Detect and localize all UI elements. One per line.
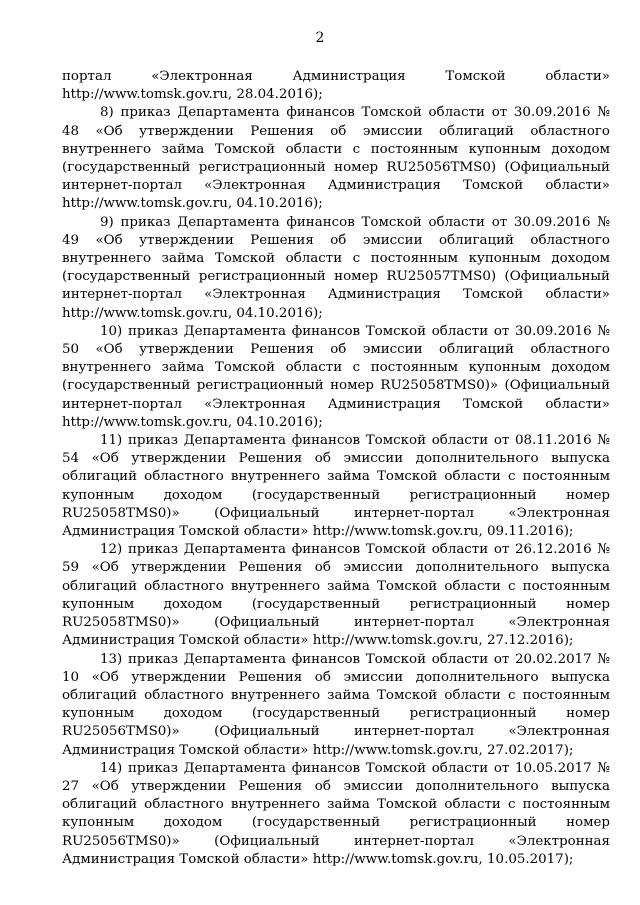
paragraph-item-13: 13) приказ Департамента финансов Томской области от 20.02.2017 № 10 «Об утверждении Решения об эмиссии дополнительного выпуска облигаций областного внутреннего займа Томской области с постоянным купонным доходом (государственный регистрационный номер RU25056TMS0)» (Официальный интернет-портал «Электронная Администрация Томской области» http://www.tomsk.gov.ru, 27.02.2017); (62, 651, 610, 758)
paragraph-item-8: 8) приказ Департамента финансов Томской области от 30.09.2016 № 48 «Об утверждении Решения об эмиссии облигаций областного внутреннего займа Томской области с постоянным купонным доходом (государственный регистрационный номер RU25056TMS0) (Официальный интернет-портал «Электронная Администрация Томской области» http://www.tomsk.gov.ru, 04.10.2016); (62, 105, 610, 212)
paragraph-item-12: 12) приказ Департамента финансов Томской области от 26.12.2016 № 59 «Об утверждении Решения об эмиссии дополнительного выпуска облигаций областного внутреннего займа Томской области с постоянным купонным доходом (государственный регистрационный номер RU25058TMS0)» (Официальный интернет-портал «Электронная Администрация Томской области» http://www.tomsk.gov.ru, 27.12.2016); (62, 542, 610, 649)
paragraph-item-10: 10) приказ Департамента финансов Томской области от 30.09.2016 № 50 «Об утверждении Решения об эмиссии облигаций областного внутреннего займа Томской области с постоянным купонным доходом (государственный регистрационный номер RU25058TMS0)» (Официальный интернет-портал «Электронная Администрация Томской области» http://www.tomsk.gov.ru, 04.10.2016); (62, 323, 610, 430)
paragraph-item-11: 11) приказ Департамента финансов Томской области от 08.11.2016 № 54 «Об утверждении Решения об эмиссии дополнительного выпуска облигаций областного внутреннего займа Томской области с постоянным купонным доходом (государственный регистрационный номер RU25058TMS0)» (Официальный интернет-портал «Электронная Администрация Томской области» http://www.tomsk.gov.ru, 09.11.2016); (62, 433, 610, 540)
paragraph-item-14: 14) приказ Департамента финансов Томской области от 10.05.2017 № 27 «Об утверждении Решения об эмиссии дополнительного выпуска облигаций областного внутреннего займа Томской области с постоянным купонным доходом (государственный регистрационный номер RU25056TMS0)» (Официальный интернет-портал «Электронная Администрация Томской области» http://www.tomsk.gov.ru, 10.05.2017); (62, 760, 610, 867)
paragraph-item-9: 9) приказ Департамента финансов Томской области от 30.09.2016 № 49 «Об утверждении Решения об эмиссии облигаций областного внутреннего займа Томской области с постоянным купонным доходом (государственный регистрационный номер RU25057TMS0) (Официальный интернет-портал «Электронная Администрация Томской области» http://www.tomsk.gov.ru, 04.10.2016); (62, 214, 610, 321)
page-number: 2 (315, 30, 325, 46)
document-body (62, 68, 610, 869)
paragraph-continuation: портал «Электронная Администрация Томской области» http://www.tomsk.gov.ru, 28.04.2016); (62, 69, 610, 103)
